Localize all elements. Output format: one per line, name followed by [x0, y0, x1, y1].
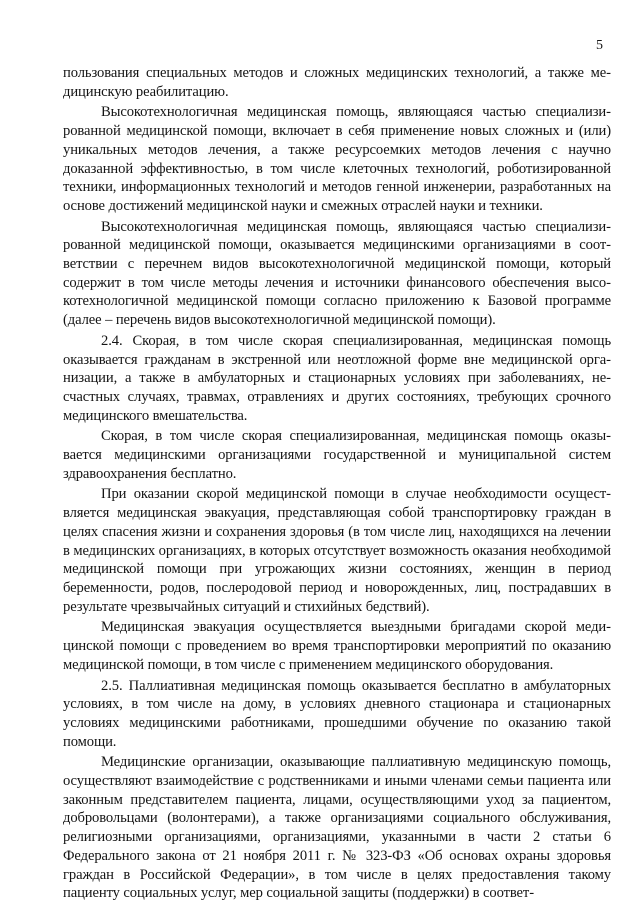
paragraph-section-2-4: 2.4. Скорая, в том числе скорая специализированная, медицинская помощь оказывается гражданам в экстренной или неотложной форме вне медицинской организации, а также в амбулаторных и стационарных условиях при заболеваниях, несчастных случаях, травмах, отравлениях и других состояниях, требующих срочного медицинского вмешательства. [63, 332, 611, 424]
paragraph-high-tech-provision: Высокотехнологичная медицинская помощь, являющаяся частью специализированной медицинской помощи, оказывается медицинскими организациями в соответствии с перечнем видов высокотехнологичной медицинской помощи, который содержит в том числе методы лечения и источники финансового обеспечения высокотехнологичной медицинской помощи согласно приложению к Базовой программе (далее – перечень видов высокотехнологичной медицинской помощи). [63, 218, 611, 329]
paragraph-high-tech-definition: Высокотехнологичная медицинская помощь, являющаяся частью специализированной медицинской помощи, включает в себя применение новых сложных и (или) уникальных методов лечения, а также ресурсоемких методов лечения с научно доказанной эффективностью, в том числе клеточных технологий, роботизированной техники, информационных технологий и методов генной инженерии, разработанных на основе достижений медицинской науки и смежных отраслей науки и техники. [63, 104, 611, 214]
paragraph-section-2-5: 2.5. Паллиативная медицинская помощь оказывается бесплатно в амбулаторных условиях, в том числе на дому, в условиях дневного стационара и стационарных условиях медицинскими работниками, прошедшими обучение по оказанию такой помощи. [63, 677, 611, 750]
paragraph-medical-evacuation: При оказании скорой медицинской помощи в случае необходимости осуществляется медицинская эвакуация, представляющая собой транспортировку граждан в целях спасения жизни и сохранения здоровья (в том числе лиц, находящихся на лечении в медицинских организациях, в которых отсутствует возможность оказания необходимой медицинской помощи при угрожающих жизни состояниях, женщин в период беременности, родов, послеродовой период и новорожденных, лиц, пострадавших в результате чрезвычайных ситуаций и стихийных бедствий). [63, 486, 611, 615]
page-number: 5 [596, 38, 603, 53]
paragraph-evacuation-teams: Медицинская эвакуация осуществляется выездными бригадами скорой медицинской помощи с проведением во время транспортировки мероприятий по оказанию медицинской помощи, в том числе с применением медицинского оборудования. [63, 619, 611, 673]
paragraph-palliative-organizations: Медицинские организации, оказывающие паллиативную медицинскую помощь, осуществляют взаимодействие с родственниками и иными членами семьи пациента или законным представителем пациента, лицами, осуществляющими уход за пациентом, добровольцами (волонтерами), а также организациями социального обслуживания, религиозными организациями, организациями, указанными в части 2 статьи 6 Федерального закона от 21 ноября 2011 г. № 323-ФЗ «Об основах охраны здоровья граждан в Российской Федерации», в том числе в целях предоставления такому пациенту социальных услуг, мер социальной защиты (поддержки) в соответ- [63, 754, 611, 902]
paragraph-emergency-free: Скорая, в том числе скорая специализированная, медицинская помощь оказывается медицинскими организациями государственной и муниципальной систем здравоохранения бесплатно. [63, 428, 611, 482]
body-text [63, 64, 611, 905]
paragraph-continuation: пользования специальных методов и сложных медицинских технологий, а также медицинскую реабилитацию. [63, 65, 611, 100]
